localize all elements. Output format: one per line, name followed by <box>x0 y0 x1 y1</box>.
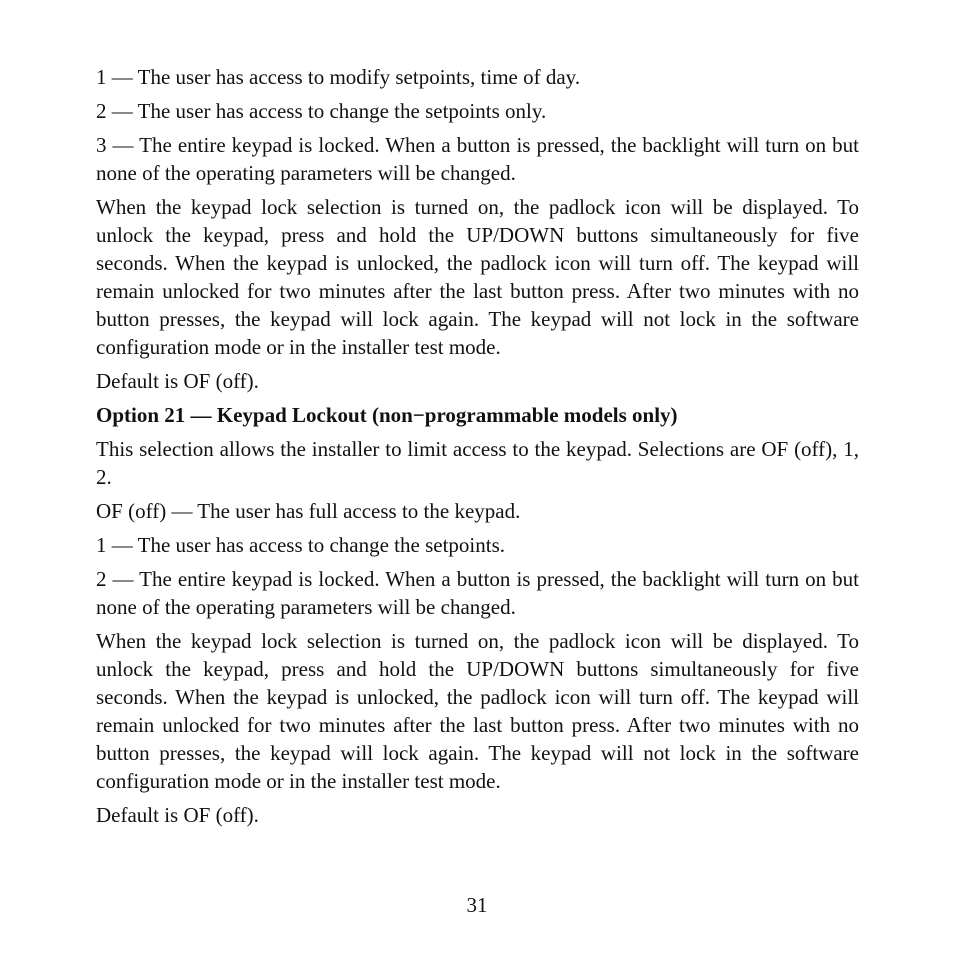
option-21-heading: Option 21 — Keypad Lockout (non−programmable models only) <box>96 403 678 427</box>
option-20-selection-3: 3 — The entire keypad is locked. When a button is pressed, the backlight will turn on but none of the operating parameters will be changed. <box>96 133 859 185</box>
option-21-selection-off: OF (off) — The user has full access to the keypad. <box>96 499 521 523</box>
option-21-intro: This selection allows the installer to limit access to the keypad. Selections are OF (off), 1, 2. <box>96 437 859 489</box>
option-20-selection-1: 1 — The user has access to modify setpoints, time of day. <box>96 65 581 89</box>
option-21-selection-2: 2 — The entire keypad is locked. When a button is pressed, the backlight will turn on but none of the operating parameters will be changed. <box>96 567 859 619</box>
option-20-unlock-description: When the keypad lock selection is turned on, the padlock icon will be displayed. To unlock the keypad, press and hold the UP/DOWN buttons simultaneously for five seconds. When the keypad is unlocked, the padlock icon will turn off. The keypad will remain unlocked for two minutes after the last button press. After two minutes with no button presses, the keypad will lock again. The keypad will not lock in the software configuration mode or in the installer test mode. <box>96 195 859 359</box>
page-number: 31 <box>466 893 488 917</box>
page-body <box>96 63 859 835</box>
option-20-selection-2: 2 — The user has access to change the setpoints only. <box>96 99 547 123</box>
option-20-default: Default is OF (off). <box>96 369 259 393</box>
option-21-unlock-description: When the keypad lock selection is turned on, the padlock icon will be displayed. To unlock the keypad, press and hold the UP/DOWN buttons simultaneously for five seconds. When the keypad is unlocked, the padlock icon will turn off. The keypad will remain unlocked for two minutes after the last button press. After two minutes with no button presses, the keypad will lock again. The keypad will not lock in the software configuration mode or in the installer test mode. <box>96 629 859 793</box>
option-21-selection-1: 1 — The user has access to change the setpoints. <box>96 533 505 557</box>
option-21-default: Default is OF (off). <box>96 803 259 827</box>
